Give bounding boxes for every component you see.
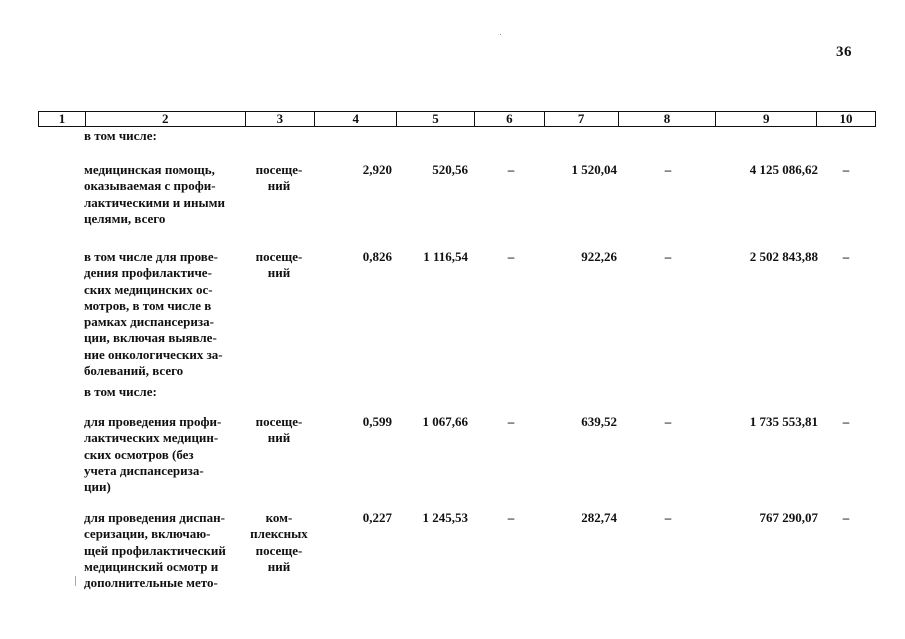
name-line: ции) <box>84 479 111 495</box>
name-line: дения профилактиче- <box>84 265 212 281</box>
scan-speck <box>500 34 501 35</box>
unit-line: ний <box>267 178 291 194</box>
unit-line: ний <box>267 430 291 446</box>
row-4-col-8: – <box>664 510 672 525</box>
row-4-col-4: 0,227 <box>362 510 392 525</box>
row-3-unit <box>243 414 315 447</box>
name-line: лактических медицин- <box>84 430 219 446</box>
table-header-row <box>38 111 876 127</box>
unit-line: ний <box>267 558 291 574</box>
margin-mark <box>75 576 76 586</box>
row-3-name <box>84 414 240 495</box>
name-line: серизации, включаю- <box>84 526 211 542</box>
name-line: учета диспансериза- <box>84 462 204 478</box>
row-2-col-7: 922,26 <box>581 249 617 264</box>
subheading: в том числе: <box>84 384 157 399</box>
row-4-col-9: 767 290,07 <box>759 510 818 525</box>
row-1-unit <box>243 162 315 195</box>
row-1-col-6: – <box>507 162 515 177</box>
row-2-name <box>84 249 240 379</box>
name-line: в том числе для прове- <box>84 249 218 264</box>
name-line: рамках диспансериза- <box>84 314 214 330</box>
row-1-name <box>84 162 240 227</box>
unit-line: посеще- <box>255 414 303 429</box>
row-4-col-5: 1 245,53 <box>422 510 468 525</box>
header-cell-1: 1 <box>39 112 86 126</box>
row-3-col-4: 0,599 <box>362 414 392 429</box>
row-1-col-5: 520,56 <box>432 162 468 177</box>
row-1-col-7: 1 520,04 <box>571 162 617 177</box>
header-cell-10: 10 <box>839 111 853 126</box>
name-line: щей профилактический <box>84 542 226 558</box>
header-cell-7: 7 <box>545 112 619 126</box>
row-3-col-6: – <box>507 414 515 429</box>
row-2-col-5: 1 116,54 <box>423 249 468 264</box>
subheading: в том числе: <box>84 128 157 143</box>
name-line: для проведения профи- <box>84 414 222 429</box>
row-1-col-8: – <box>664 162 672 177</box>
row-4-col-10: – <box>842 510 850 525</box>
name-line: ции, включая выявле- <box>84 330 217 346</box>
row-2-unit <box>243 249 315 282</box>
unit-line: посеще- <box>255 542 303 558</box>
row-1-col-4: 2,920 <box>362 162 392 177</box>
unit-line: ком- <box>265 510 293 525</box>
name-line: мотров, в том числе в <box>84 297 212 313</box>
row-2-col-8: – <box>664 249 672 264</box>
row-4-name <box>84 510 240 591</box>
row-2-col-4: 0,826 <box>362 249 392 264</box>
row-4-unit <box>243 510 315 575</box>
name-line: для проведения диспан- <box>84 510 225 525</box>
row-1-col-10: – <box>842 162 850 177</box>
name-line: болеваний, всего <box>84 363 184 379</box>
page-number: 36 <box>836 44 852 60</box>
row-1-col-9: 4 125 086,62 <box>749 162 818 177</box>
header-cell-8: 8 <box>619 112 717 126</box>
name-line: медицинская помощь, <box>84 162 215 177</box>
row-3-col-10: – <box>842 414 850 429</box>
row-2-col-9: 2 502 843,88 <box>749 249 818 264</box>
header-cell-9: 9 <box>716 112 817 126</box>
unit-line: ний <box>267 265 291 281</box>
row-3-col-5: 1 067,66 <box>422 414 468 429</box>
header-cell-3: 3 <box>246 112 316 126</box>
name-line: целями, всего <box>84 210 166 226</box>
row-4-col-6: – <box>507 510 515 525</box>
row-3-col-9: 1 735 553,81 <box>749 414 818 429</box>
name-line: оказываемая с профи- <box>84 178 216 194</box>
row-2-col-10: – <box>842 249 850 264</box>
name-line: лактическими и иными <box>84 194 225 210</box>
row-3-col-8: – <box>664 414 672 429</box>
name-line: ских осмотров (без <box>84 446 194 462</box>
unit-line: посеще- <box>255 162 303 177</box>
name-line: ских медицинских ос- <box>84 281 213 297</box>
header-cell-4: 4 <box>315 112 397 126</box>
name-line: дополнительные мето- <box>84 575 218 591</box>
header-cell-6: 6 <box>475 112 545 126</box>
header-cell-2: 2 <box>86 112 246 126</box>
unit-line: посеще- <box>255 249 303 264</box>
header-cell-5: 5 <box>397 112 475 126</box>
row-3-col-7: 639,52 <box>581 414 617 429</box>
name-line: медицинский осмотр и <box>84 558 219 574</box>
row-2-col-6: – <box>507 249 515 264</box>
name-line: ние онкологических за- <box>84 346 223 362</box>
unit-line: плексных <box>250 526 308 542</box>
row-4-col-7: 282,74 <box>581 510 617 525</box>
